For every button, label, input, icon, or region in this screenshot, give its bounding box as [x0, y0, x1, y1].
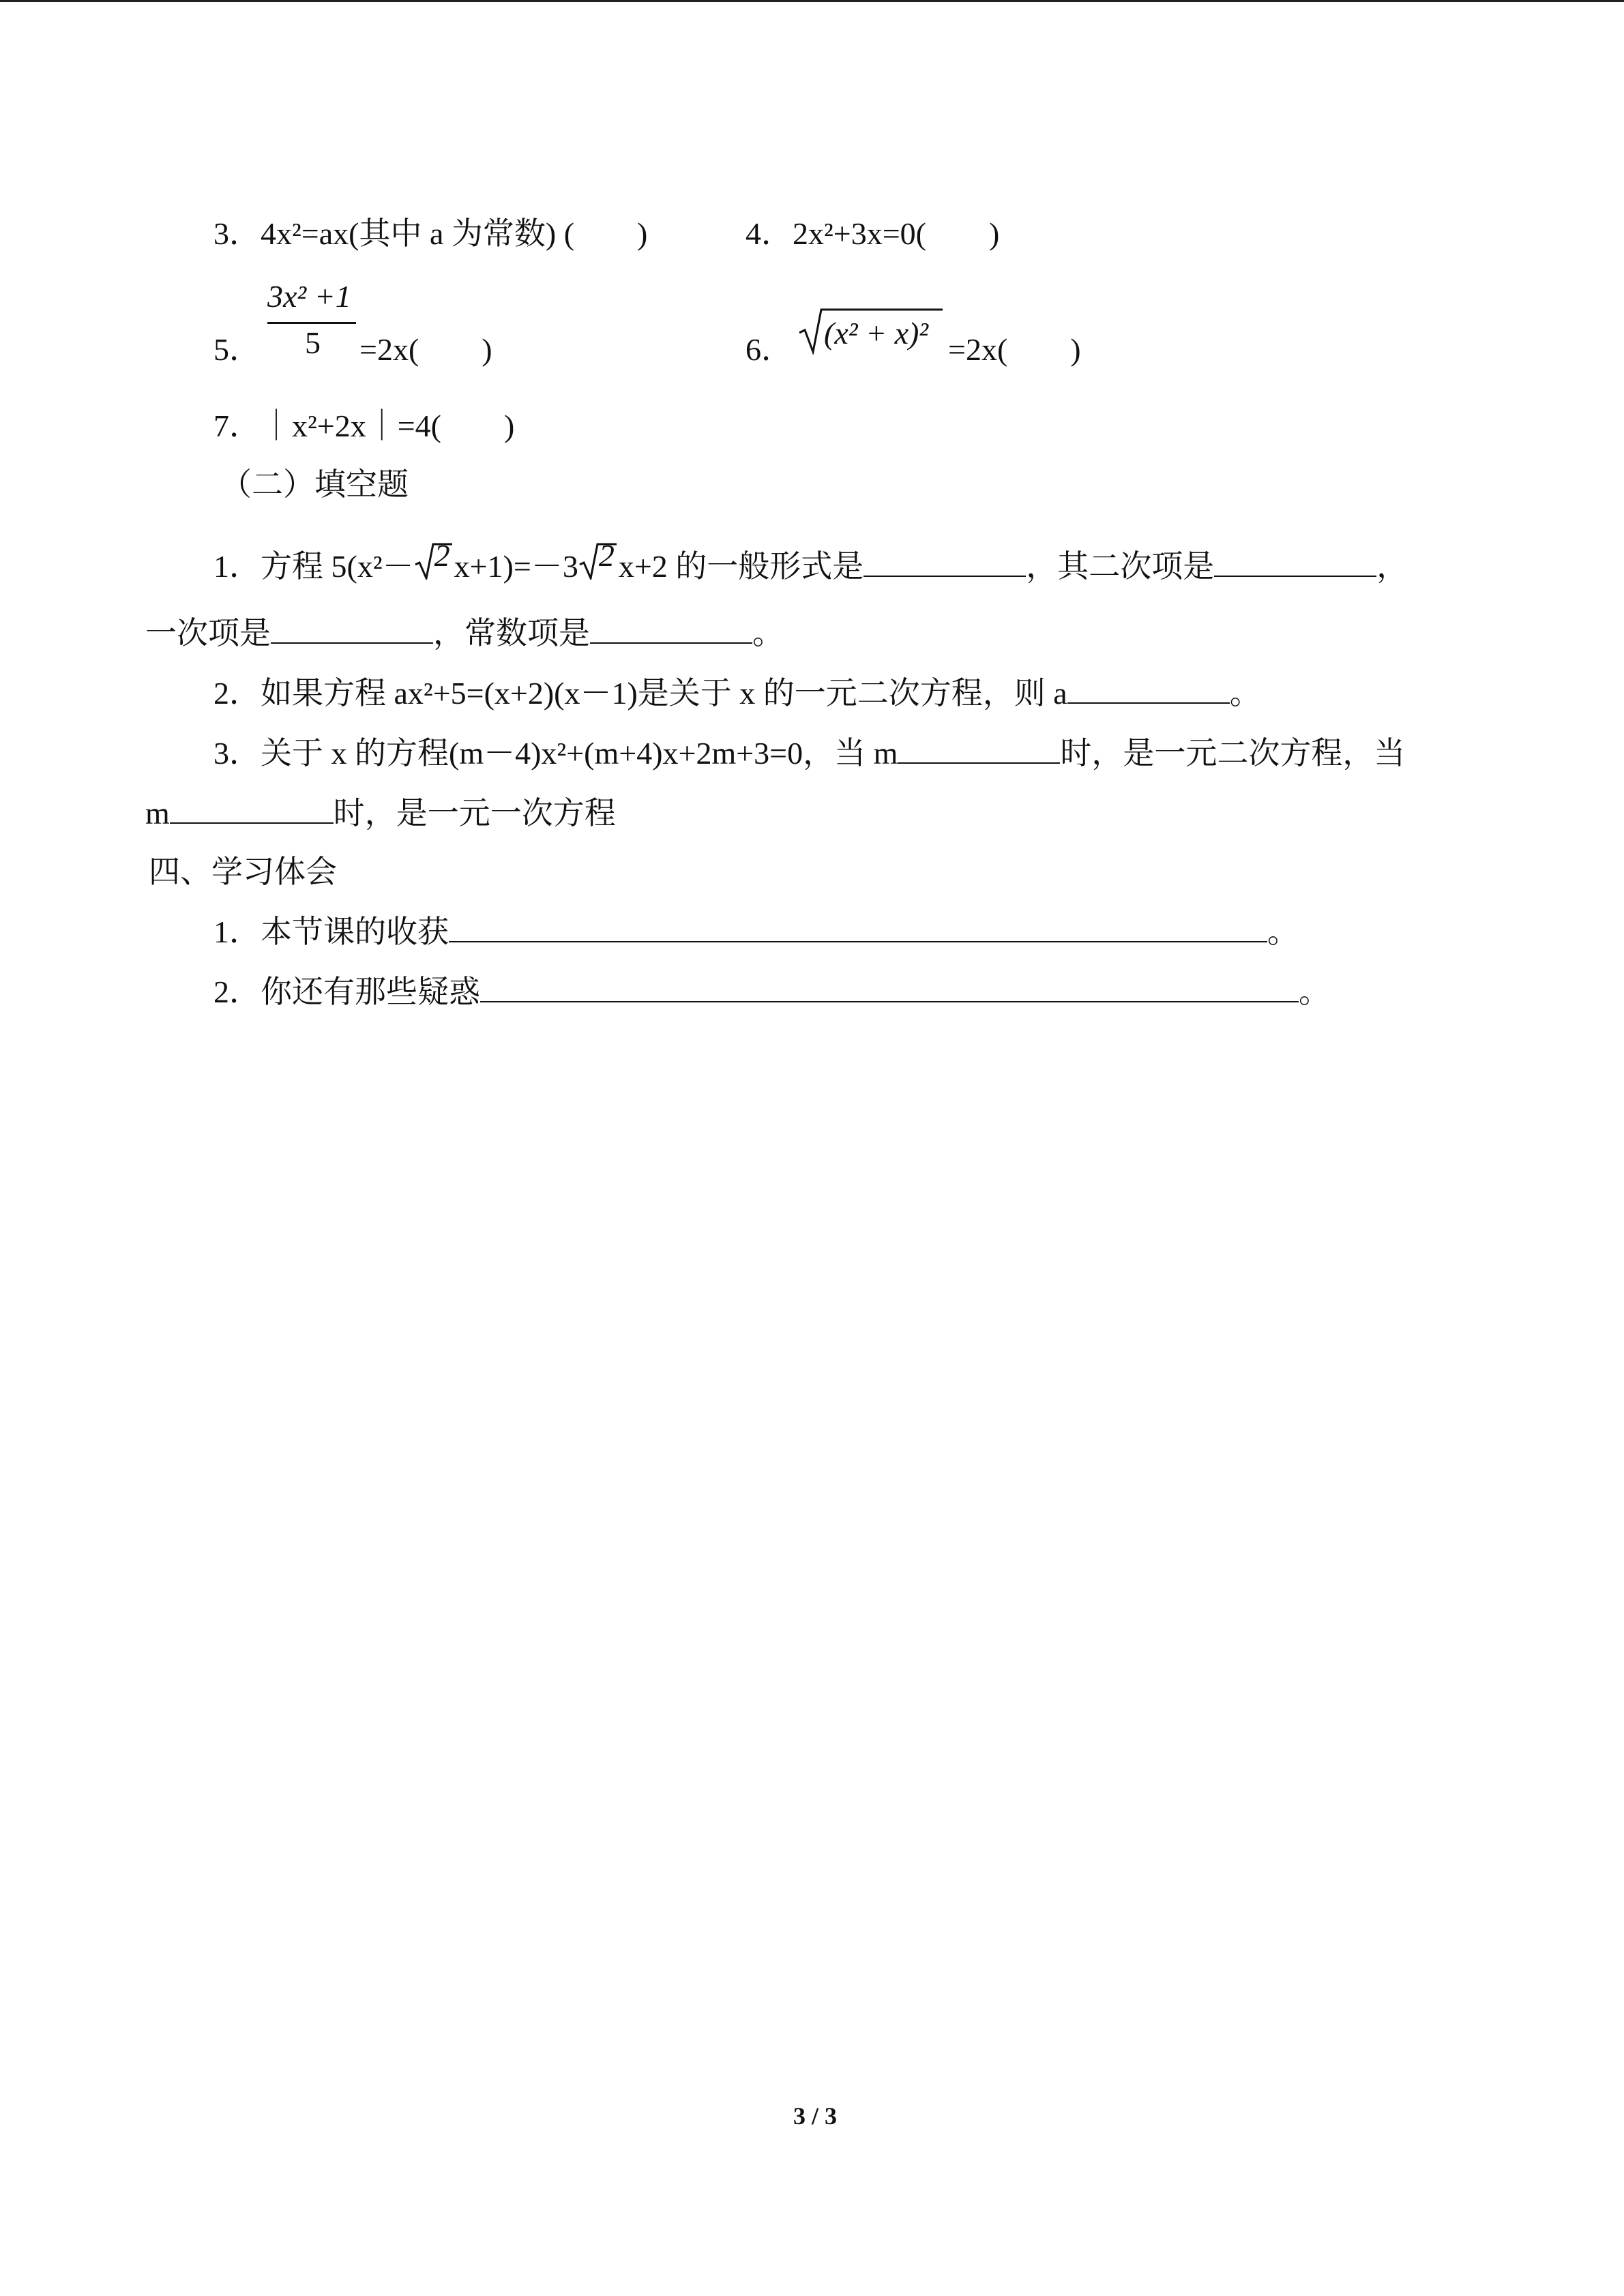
question-4: 4．2x²+3x=0( ): [745, 216, 1000, 251]
answer-blank[interactable]: [170, 798, 334, 824]
fill-q2-part2: 。: [1229, 676, 1261, 711]
fill-question-3: [213, 738, 1405, 769]
answer-blank[interactable]: [590, 618, 752, 644]
fill-q1-part8: 。: [752, 616, 784, 651]
fill-q3-part3: m: [145, 796, 170, 831]
question-7: 7．｜x²+2x｜=4( ): [213, 408, 515, 443]
answer-blank[interactable]: [898, 738, 1060, 764]
fill-q1-part7: ，常数项是: [433, 616, 590, 651]
fill-q1-part5: ，: [1376, 549, 1408, 584]
fraction-numerator: 3x² +1: [267, 279, 351, 314]
answer-blank[interactable]: [480, 976, 1299, 1002]
fill-q3-part1: 3．关于 x 的方程(m－4)x²+(m+4)x+2m+3=0，当 m: [213, 736, 898, 771]
fill-question-2: [213, 678, 1261, 709]
fill-q1-part3: x+2 的一般形式是: [618, 549, 864, 584]
answer-blank[interactable]: [449, 916, 1267, 942]
fill-q3-part2: 时，是一元二次方程，当: [1060, 736, 1406, 771]
reflection-item-2: [213, 976, 1330, 1008]
question-6-radicand: (x² + x)²: [824, 316, 929, 351]
fill-q1-part2: x+1)=－3: [454, 549, 578, 584]
fraction-bar: [267, 322, 356, 324]
fill-question-1-cont: [145, 618, 784, 649]
fill-q3-part4: 时，是一元一次方程: [333, 796, 616, 831]
reflection-1-label: 1．本节课的收获: [213, 914, 449, 949]
fill-q1-part4: ，其二次项是: [1026, 549, 1215, 584]
fraction-denominator: 5: [305, 325, 321, 360]
page-number: 3 / 3: [793, 2102, 838, 2130]
fill-q1-part6: 一次项是: [145, 616, 271, 651]
sqrt-value: 2: [598, 538, 615, 573]
question-6-label: 6．: [745, 332, 793, 367]
fill-question-3-cont: [145, 798, 616, 829]
top-border: [0, 0, 1624, 2]
answer-blank[interactable]: [271, 618, 433, 644]
reflection-2-label: 2．你还有那些疑惑: [213, 974, 480, 1009]
question-6-rest: =2x( ): [948, 332, 1081, 367]
answer-blank[interactable]: [863, 551, 1026, 577]
sqrt-value: 2: [434, 538, 450, 573]
fill-q2-part1: 2．如果方程 ax²+5=(x+2)(x－1)是关于 x 的一元二次方程，则 a: [213, 676, 1067, 711]
fill-question-1: [213, 538, 1408, 584]
reflection-item-1: [213, 916, 1299, 948]
answer-blank[interactable]: [1067, 678, 1230, 704]
answer-blank[interactable]: [1214, 551, 1376, 577]
question-5-rest: =2x( ): [359, 332, 492, 367]
fill-q1-part1: 1．方程 5(x²－: [213, 549, 414, 584]
reflection-2-end: 。: [1299, 974, 1330, 1009]
question-3: 3．4x²=ax(其中 a 为常数) ( ): [213, 216, 648, 251]
section-reflection-title: 四、学习体会: [149, 854, 337, 889]
section-fill-blank-title: （二）填空题: [220, 467, 409, 502]
question-5-label: 5．: [213, 332, 261, 367]
reflection-1-end: 。: [1267, 914, 1299, 949]
